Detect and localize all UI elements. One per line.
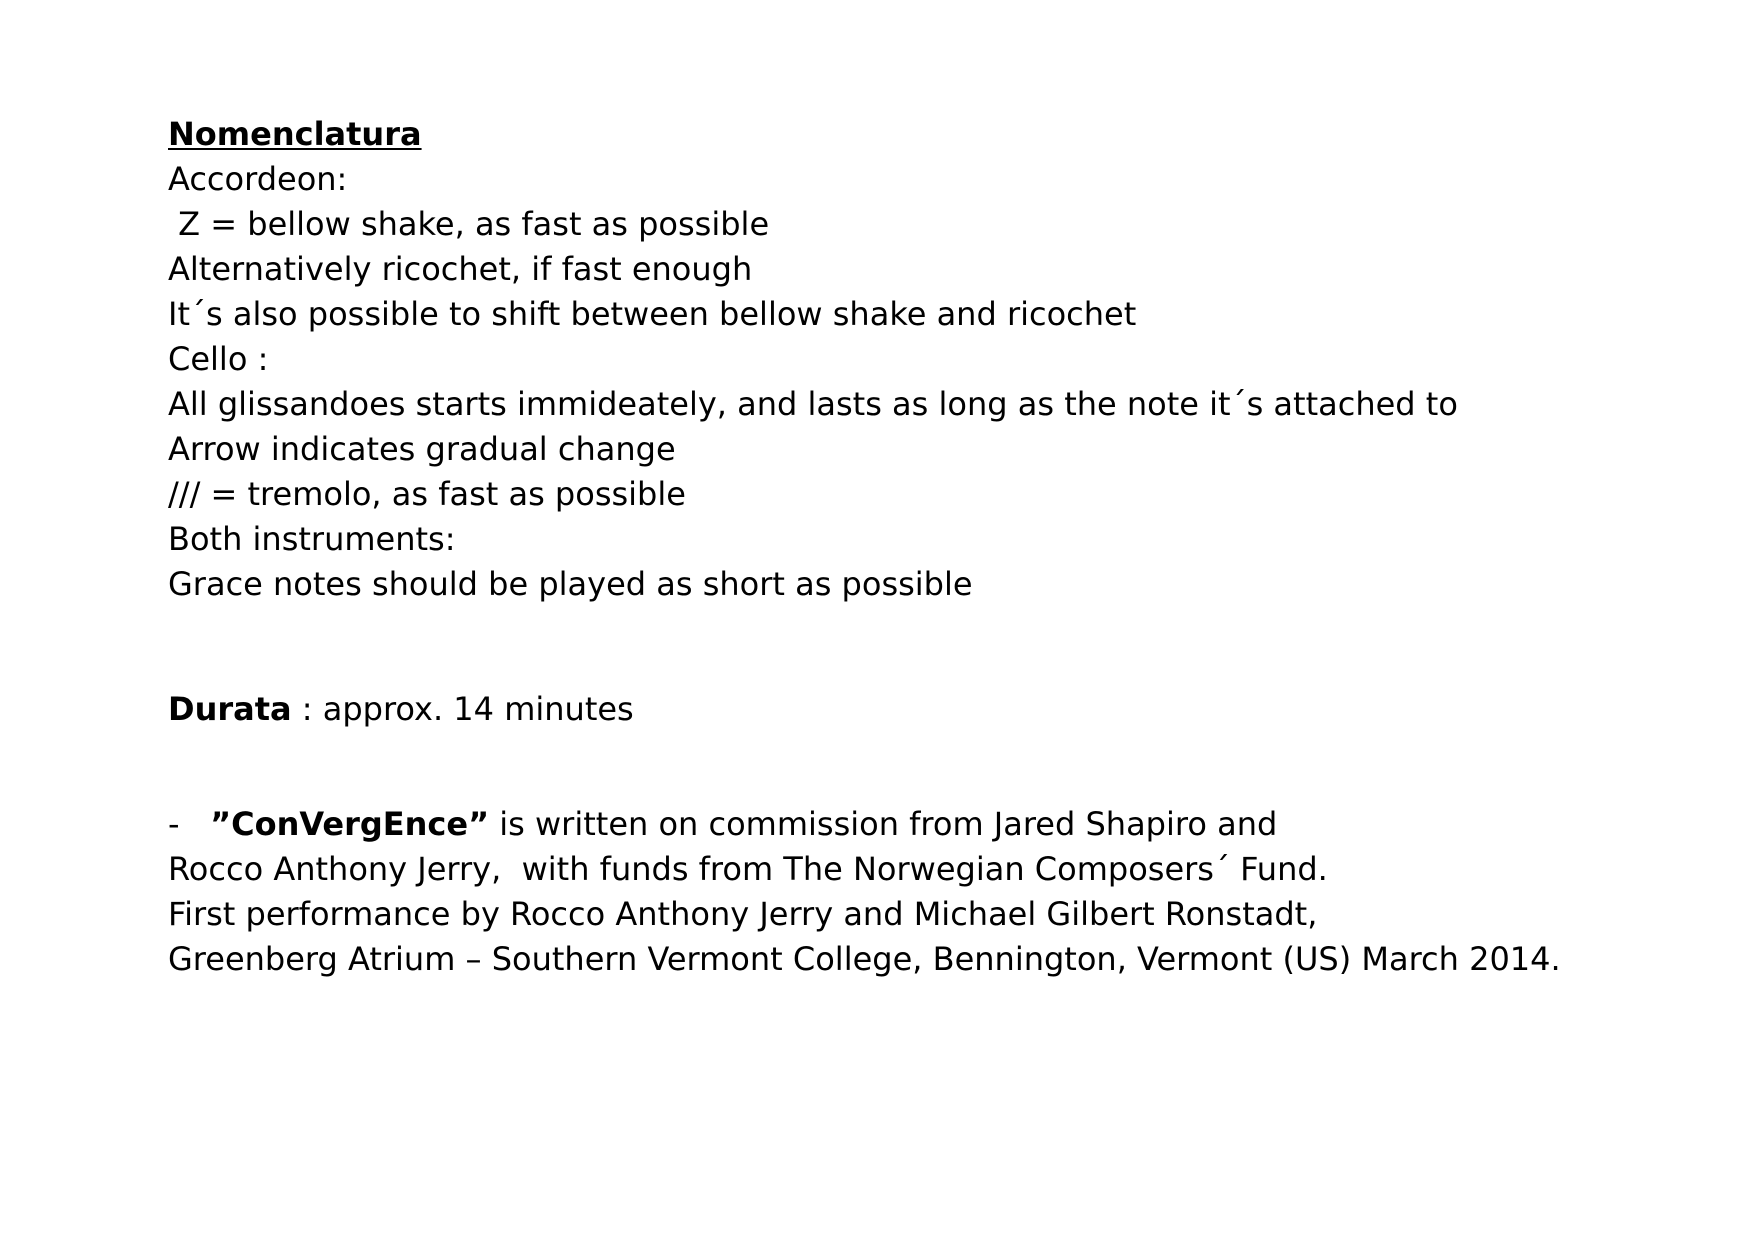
nomenclatura-line-ricochet: Alternatively ricochet, if fast enough: [168, 250, 753, 288]
nomenclatura-line-arrow: Arrow indicates gradual change: [168, 430, 676, 468]
nomenclatura-line-bellow-shake: Z = bellow shake, as fast as possible: [168, 205, 770, 243]
commission-dash: -: [168, 805, 211, 843]
spacer: [168, 732, 1688, 802]
commission-line-1-text: is written on commission from Jared Shapiro and: [489, 805, 1278, 843]
document-page: [168, 112, 1688, 982]
durata-value: : approx. 14 minutes: [291, 690, 634, 728]
nomenclatura-line-grace-notes: Grace notes should be played as short as possible: [168, 565, 973, 603]
nomenclatura-line-tremolo: /// = tremolo, as fast as possible: [168, 475, 686, 513]
nomenclatura-line-glissandoes: All glissandoes starts immideately, and lasts as long as the note it´s attached to: [168, 385, 1458, 423]
work-title: ”ConVergEnce”: [210, 805, 490, 843]
nomenclatura-line-both-instruments: Both instruments:: [168, 520, 456, 558]
commission-line-4: Greenberg Atrium – Southern Vermont College, Bennington, Vermont (US) March 2014.: [168, 940, 1561, 978]
commission-line-1: [168, 802, 1688, 847]
nomenclatura-line-shift: It´s also possible to shift between bellow shake and ricochet: [168, 295, 1137, 333]
durata-label: Durata: [168, 690, 292, 728]
nomenclatura-heading: Nomenclatura: [168, 115, 422, 153]
nomenclatura-line-accordeon: Accordeon:: [168, 160, 348, 198]
durata-line: [168, 687, 1688, 732]
commission-line-2: Rocco Anthony Jerry, with funds from The Norwegian Composers´ Fund.: [168, 850, 1328, 888]
commission-line-3: First performance by Rocco Anthony Jerry and Michael Gilbert Ronstadt,: [168, 895, 1318, 933]
nomenclatura-line-cello: Cello :: [168, 340, 269, 378]
spacer: [168, 607, 1688, 687]
